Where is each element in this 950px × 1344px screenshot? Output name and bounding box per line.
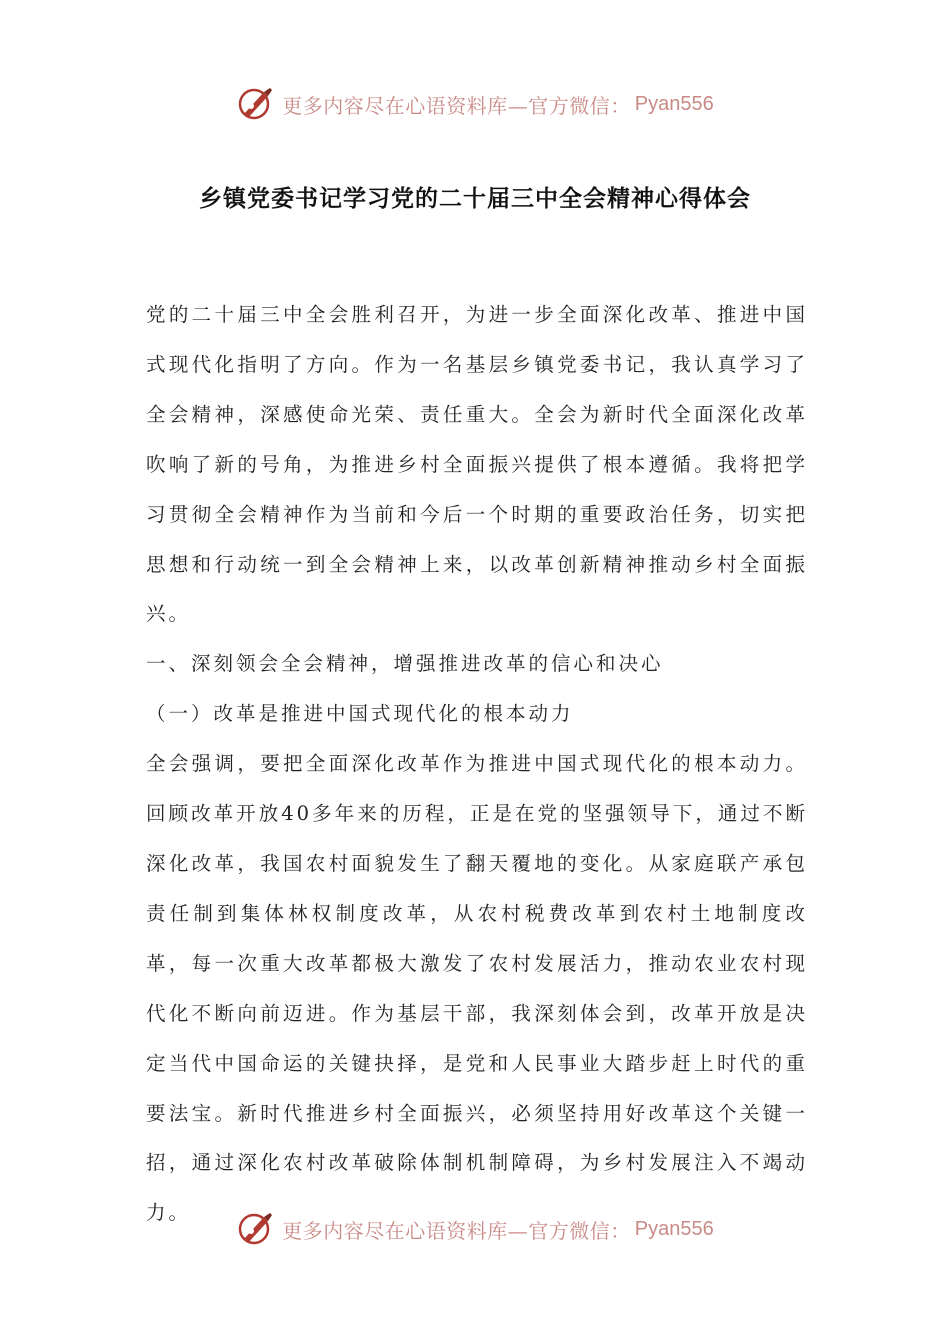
footer-watermark-banner	[0, 1207, 950, 1251]
subsection-heading: （一）改革是推进中国式现代化的根本动力	[146, 702, 574, 726]
pen-logo-icon	[236, 84, 276, 124]
header-watermark-banner	[0, 82, 950, 126]
banner-text: 更多内容尽在心语资料库—官方微信：	[282, 1218, 631, 1243]
section-heading: 一、深刻领会全会精神，增强推进改革的信心和决心	[146, 652, 664, 676]
intro-paragraph: 党的二十届三中全会胜利召开，为进一步全面深化改革、推进中国式现代化指明了方向。作为一名基层乡镇党委书记，我认真学习了全会精神，深感使命光荣、责任重大。全会为新时代全面深化改革吹响了新的号角，为推进乡村全面振兴提供了根本遵循。我将把学习贯彻全会精神作为当前和今后一个时期的重要政治任务，切实把思想和行动统一到全会精神上来，以改革创新精神推动乡村全面振兴。	[146, 303, 808, 626]
document-body	[146, 290, 808, 1238]
pen-logo-icon	[236, 1209, 276, 1249]
banner-text: 更多内容尽在心语资料库—官方微信：	[282, 93, 631, 118]
document-title: 乡镇党委书记学习党的二十届三中全会精神心得体会	[199, 186, 751, 212]
body-paragraph: 全会强调，要把全面深化改革作为推进中国式现代化的根本动力。回顾改革开放40多年来的历程，正是在党的坚强领导下，通过不断深化改革，我国农村面貌发生了翻天覆地的变化。从家庭联产承包责任制到集体林权制度改革，从农村税费改革到农村土地制度改革，每一次重大改革都极大激发了农村发展活力，推动农业农村现代化不断向前迈进。作为基层干部，我深刻体会到，改革开放是决定当代中国命运的关键抉择，是党和人民事业大踏步赶上时代的重要法宝。新时代推进乡村全面振兴，必须坚持用好改革这个关键一招，通过深化农村改革破除体制机制障碍，为乡村发展注入不竭动力。	[146, 752, 808, 1225]
banner-wechat-id: Pyan556	[634, 92, 714, 115]
banner-wechat-id: Pyan556	[634, 1217, 714, 1240]
